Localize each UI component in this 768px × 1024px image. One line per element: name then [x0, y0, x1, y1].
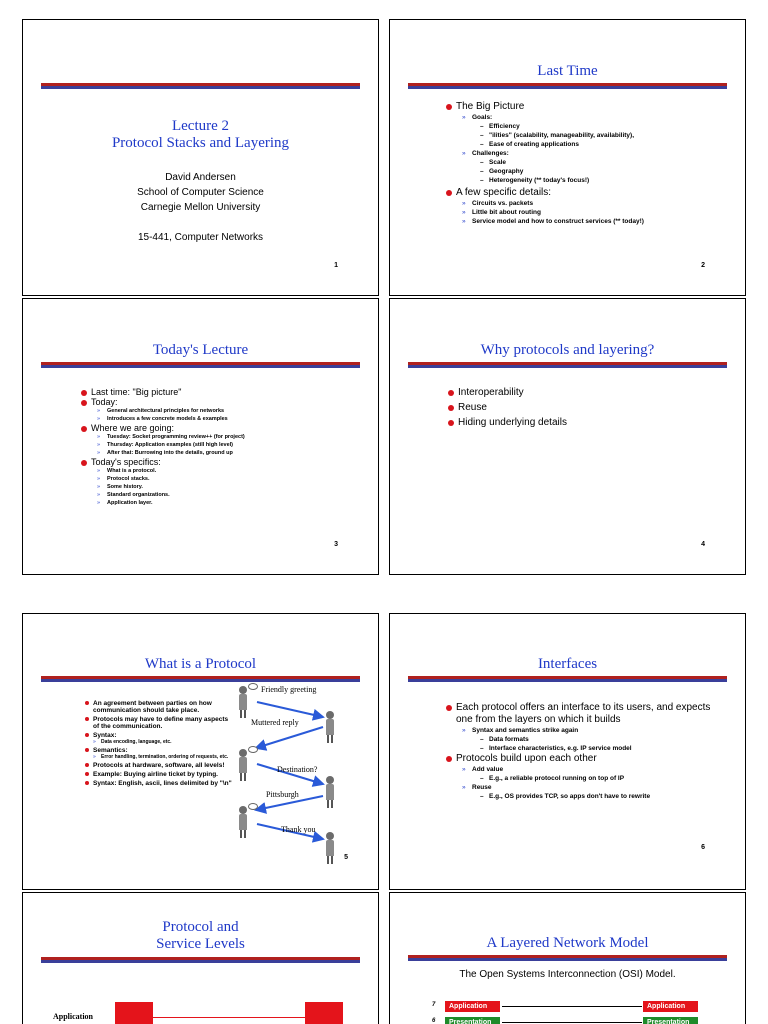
application-label: Application [53, 1012, 94, 1021]
bullet [448, 387, 728, 399]
title-bar [41, 362, 360, 368]
slide-8 [389, 892, 746, 1024]
sub-bullet-text: Reuse [472, 784, 492, 791]
sub-bullet [462, 783, 724, 801]
bullet-text: Protocols build upon each other [456, 753, 597, 764]
course: 15-441, Computer Networks [137, 232, 264, 243]
osi-caption: The Open Systems Interconnection (OSI) Model. [459, 969, 676, 980]
page-number: 1 [334, 262, 338, 269]
bullet-text: Last time: "Big picture" [91, 387, 182, 397]
page-number: 5 [344, 854, 348, 861]
slide-title-line-1: Protocol and [162, 919, 239, 935]
arrow-2 [256, 727, 323, 748]
sub-bullet: » Protocol stacks. [97, 475, 371, 483]
bullet [448, 402, 728, 414]
sub-bullet: » Error handling, termination, ordering of requests, etc. [93, 754, 235, 760]
sub-sub-bullet: – E.g., a reliable protocol running on top of IP [480, 774, 724, 783]
slide-5 [22, 613, 379, 890]
bullet-text: A few specific details: [456, 187, 552, 198]
bullet-text: Hiding underlying details [458, 417, 567, 428]
osi-box-right: Application [643, 1001, 698, 1012]
sub-bullet-text: Goals: [472, 114, 493, 121]
sub-bullet [462, 726, 724, 753]
bullet: An agreement between parties on how communication should take place. [85, 700, 235, 714]
sub-bullet-text: Challenges: [472, 150, 509, 157]
person-right-icon [326, 776, 334, 808]
sub-bullet: » Standard organizations. [97, 491, 371, 499]
sub-sub-bullet: – Ease of creating applications [480, 140, 736, 149]
school: School of Computer Science [137, 187, 264, 198]
bullet [81, 423, 371, 457]
message-2: Muttered reply [251, 718, 299, 727]
bullet [448, 417, 728, 429]
bullet: Protocols may have to define many aspects of the communication. [85, 716, 235, 730]
sub-bullet: » Data encoding, language, etc. [93, 739, 235, 745]
bullet-text: The Big Picture [456, 101, 525, 112]
bullet [446, 753, 724, 801]
page-number: 3 [334, 541, 338, 548]
bullet [446, 101, 736, 185]
title-block [23, 118, 378, 245]
slide-6 [389, 613, 746, 890]
osi-box-left: Presentation [445, 1017, 500, 1024]
sub-bullet: » General architectural principles for networks [97, 407, 371, 415]
title-bar [408, 83, 727, 89]
sub-bullet: » Circuits vs. packets [462, 199, 736, 208]
arrow-1 [257, 702, 323, 717]
bullet-text: Interoperability [458, 387, 524, 398]
sub-bullet-text: Syntax and semantics strike again [472, 727, 579, 734]
sub-bullet-text: Add value [472, 766, 504, 773]
lecture-number: Lecture 2 [171, 118, 230, 134]
person-left-icon [239, 686, 247, 718]
bullet: Example: Buying airline ticket by typing. [85, 771, 235, 778]
person-left-icon [239, 806, 247, 838]
title-bar [41, 957, 360, 963]
osi-layer-number: 6 [432, 1018, 436, 1024]
bullet [81, 387, 371, 397]
bullet-text: Where we are going: [91, 423, 175, 433]
sub-sub-bullet: – "ilities" (scalability, manageability, availability), [480, 131, 736, 140]
bullet [81, 397, 371, 423]
sub-bullet: » Little bit about routing [462, 208, 736, 217]
bullet-text: Today's specifics: [91, 457, 161, 467]
slide-title-line-2: Service Levels [156, 936, 245, 952]
sub-sub-bullet: – E.g., OS provides TCP, so apps don't have to rewrite [480, 792, 724, 801]
osi-row-6 [390, 1017, 746, 1024]
university: Carnegie Mellon University [140, 202, 261, 213]
sub-bullet: » Introduces a few concrete models & examples [97, 415, 371, 423]
sub-bullet [462, 765, 724, 783]
person-right-icon [326, 832, 334, 864]
osi-connector [502, 1022, 642, 1023]
bullet-text: Each protocol offers an interface to its users, and expects one from the layers on which it builds [456, 702, 711, 725]
sub-bullet [462, 149, 736, 185]
slide-title: Today's Lecture [152, 342, 249, 358]
sub-sub-bullet: – Efficiency [480, 122, 736, 131]
slide-title: Last Time [537, 63, 598, 79]
message-4: Pittsburgh [266, 790, 299, 799]
speech-bubble-icon [248, 683, 258, 690]
slide-title: A Layered Network Model [486, 935, 649, 951]
message-3: Destination? [277, 765, 318, 774]
slide-2 [389, 19, 746, 296]
sub-bullet: » Some history. [97, 483, 371, 491]
sub-sub-bullet: – Interface characteristics, e.g. IP service model [480, 744, 724, 753]
sub-bullet: » After that: Burrowing into the details, ground up [97, 449, 371, 457]
application-box-right [305, 1002, 343, 1024]
sub-bullet: » Service model and how to construct services (** today!) [462, 217, 736, 226]
osi-layer-number: 7 [432, 1002, 436, 1008]
title-bar [408, 676, 727, 682]
person-left-icon [239, 749, 247, 781]
sub-bullet: » What is a protocol. [97, 467, 371, 475]
sub-sub-bullet: – Scale [480, 158, 736, 167]
sub-bullet [462, 113, 736, 149]
person-right-icon [326, 711, 334, 743]
bullet-text: Syntax: [93, 732, 117, 739]
osi-connector [502, 1006, 642, 1007]
message-1: Friendly greeting [261, 685, 317, 694]
bullet-text: Semantics: [93, 747, 128, 754]
bullet-text: Reuse [458, 402, 487, 413]
peer-connection-line [153, 1017, 305, 1018]
sub-sub-bullet: – Data formats [480, 735, 724, 744]
osi-box-left: Application [445, 1001, 500, 1012]
sub-sub-bullet: – Geography [480, 167, 736, 176]
title-bar [408, 955, 727, 961]
sub-bullet: » Thursday: Application examples (still high level) [97, 441, 371, 449]
osi-row-7 [390, 1001, 746, 1013]
speech-bubble-icon [248, 803, 258, 810]
slide-title: Interfaces [537, 656, 598, 672]
title-bar [408, 362, 727, 368]
bullet: Protocols at hardware, software, all levels! [85, 762, 235, 769]
bullet: Syntax: English, ascii, lines delimited by "\n" [85, 780, 235, 787]
lecture-title: Protocol Stacks and Layering [111, 135, 290, 151]
title-bar [41, 83, 360, 89]
slide-7 [22, 892, 379, 1024]
sub-bullet: » Tuesday: Socket programming review++ (for project) [97, 433, 371, 441]
page-number: 6 [701, 844, 705, 851]
sub-bullet: » Application layer. [97, 499, 371, 507]
slide-title: What is a Protocol [144, 656, 257, 672]
sub-sub-bullet: – Heterogeneity (** today's focus!) [480, 176, 736, 185]
speech-bubble-icon [248, 746, 258, 753]
application-box-left [115, 1002, 153, 1024]
slide-1 [22, 19, 379, 296]
author: David Andersen [165, 172, 236, 183]
page-number: 4 [701, 541, 705, 548]
slide-title: Why protocols and layering? [480, 342, 655, 358]
slide-3 [22, 298, 379, 575]
bullet [81, 457, 371, 507]
page-number: 2 [701, 262, 705, 269]
bullet [446, 187, 736, 226]
bullet-text: Today: [91, 397, 118, 407]
slide-4 [389, 298, 746, 575]
osi-box-right: Presentation [643, 1017, 698, 1024]
message-5: Thank you [281, 825, 316, 834]
bullet [446, 702, 724, 753]
